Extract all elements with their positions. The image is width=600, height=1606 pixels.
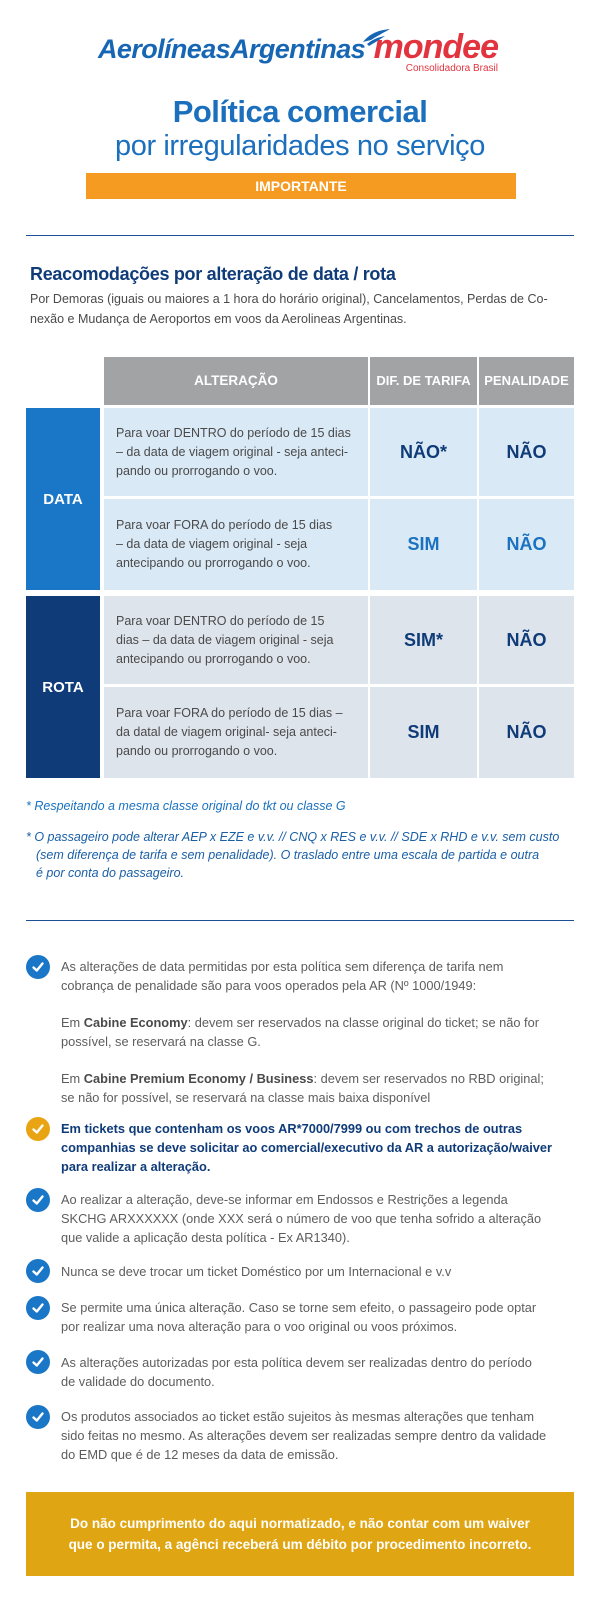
mondee-wordmark: mondee bbox=[373, 28, 498, 66]
check-icon bbox=[26, 1117, 50, 1141]
page-title: Política comercial bbox=[172, 94, 428, 129]
important-badge: IMPORTANTE bbox=[86, 173, 516, 199]
table-cell-penalidade: NÃO bbox=[479, 687, 574, 778]
list-item: Ao realizar a alteração, deve-se informar em Endossos e Restrições a legenda SKCHG ARXXXXXX (onde XXX será o número de voo que tenha sofrido a alteração que valide a aplicação desta política - Ex AR1340). bbox=[61, 1192, 542, 1245]
check-icon bbox=[26, 955, 50, 979]
section-description: Por Demoras (iguais ou maiores a 1 hora do horário original), Cancelamentos, Perdas de Co- nexão e Mudança de Aeroportos em voos da Aerolineas Argentinas. bbox=[30, 292, 548, 326]
column-header-alteracao: ALTERAÇÃO bbox=[104, 357, 368, 405]
check-icon bbox=[26, 1188, 50, 1212]
page-subtitle: por irregularidades no serviço bbox=[114, 130, 486, 162]
check-icon bbox=[26, 1405, 50, 1429]
divider bbox=[26, 235, 574, 236]
row-group-label-rota: ROTA bbox=[26, 596, 100, 778]
table-cell-penalidade: NÃO bbox=[479, 596, 574, 684]
divider bbox=[26, 920, 574, 921]
mondee-logo bbox=[370, 30, 498, 74]
list-item: Em tickets que contenham os voos AR*7000/7999 ou com trechos de outras companhias se deve solicitar ao comercial/executivo da AR a autorização/waiver para realizar a alteração. bbox=[61, 1121, 552, 1174]
list-item: Se permite uma única alteração. Caso se torne sem efeito, o passageiro pode optar por realizar uma nova alteração para o voo original ou voos próximos. bbox=[61, 1300, 537, 1334]
aerolineas-argentinas-logo bbox=[98, 34, 391, 65]
row-group-label-data: DATA bbox=[26, 408, 100, 590]
column-header-penalidade: PENALIDADE bbox=[479, 357, 574, 405]
section-title: Reacomodações por alteração de data / rota bbox=[30, 264, 396, 284]
footnote-class: * Respeitando a mesma classe original do tkt ou classe G bbox=[26, 799, 346, 813]
table-cell-dif-tarifa: SIM bbox=[370, 499, 477, 590]
table-cell-description: Para voar FORA do período de 15 dias – da datal de viagem original- seja anteci- pando ou prorrogando o voo. bbox=[104, 687, 368, 778]
list-item: Nunca se deve trocar um ticket Doméstico por um Internacional e v.v bbox=[61, 1264, 452, 1279]
mondee-subtitle: Consolidadora Brasil bbox=[405, 63, 498, 74]
table-cell-penalidade: NÃO bbox=[479, 499, 574, 590]
warning-banner: Do não cumprimento do aqui normatizado, e não contar com um waiver que o permita, a agênci receberá um débito por procedimento incorreto. bbox=[26, 1492, 574, 1576]
table-cell-dif-tarifa: SIM bbox=[370, 687, 477, 778]
aerolineas-argentinas-wordmark: AerolíneasArgentinas bbox=[98, 34, 366, 64]
table-cell-description: Para voar FORA do período de 15 dias – da data de viagem original - seja antecipando ou prorrogando o voo. bbox=[104, 499, 368, 590]
list-item: Os produtos associados ao ticket estão sujeitos às mesmas alterações que tenham sido feitas no mesmo. As alterações devem ser realizadas sempre dentro da validade do EMD que é de 12 meses da data de emissão. bbox=[61, 1409, 547, 1462]
table-cell-description: Para voar DENTRO do período de 15 dias – da data de viagem original - seja anteci- pando ou prorrogando o voo. bbox=[104, 408, 368, 496]
footnote-passenger: * O passageiro pode alterar AEP x EZE e v.v. // CNQ x RES e v.v. // SDE x RHD e v.v. sem custo (sem diferença de tarifa e sem penalidade). O traslado entre uma escala de partida e outra é por conta do passageiro. bbox=[26, 830, 560, 880]
check-icon bbox=[26, 1350, 50, 1374]
check-icon bbox=[26, 1259, 50, 1283]
column-header-dif-tarifa: DIF. DE TARIFA bbox=[370, 357, 477, 405]
table-cell-description: Para voar DENTRO do período de 15 dias – da data de viagem original - seja antecipando ou prorrogando o voo. bbox=[104, 596, 368, 684]
check-icon bbox=[26, 1296, 50, 1320]
list-item: As alterações de data permitidas por esta política sem diferença de tarifa nem cobrança de penalidade são para voos operados pela AR (Nº 1000/1949: Em Cabine Economy: devem ser reservados na classe original do ticket; se não for possível, se reservará na classe G. Em Cabine Premium Economy / Business: devem ser reservados no RBD original; se não for possível, se reservará na classe mais baixa disponível bbox=[61, 959, 544, 1105]
list-item: As alterações autorizadas por esta política devem ser realizadas dentro do período de validade do documento. bbox=[61, 1355, 532, 1389]
table-cell-penalidade: NÃO bbox=[479, 408, 574, 496]
table-cell-dif-tarifa: NÃO* bbox=[370, 408, 477, 496]
table-cell-dif-tarifa: SIM* bbox=[370, 596, 477, 684]
